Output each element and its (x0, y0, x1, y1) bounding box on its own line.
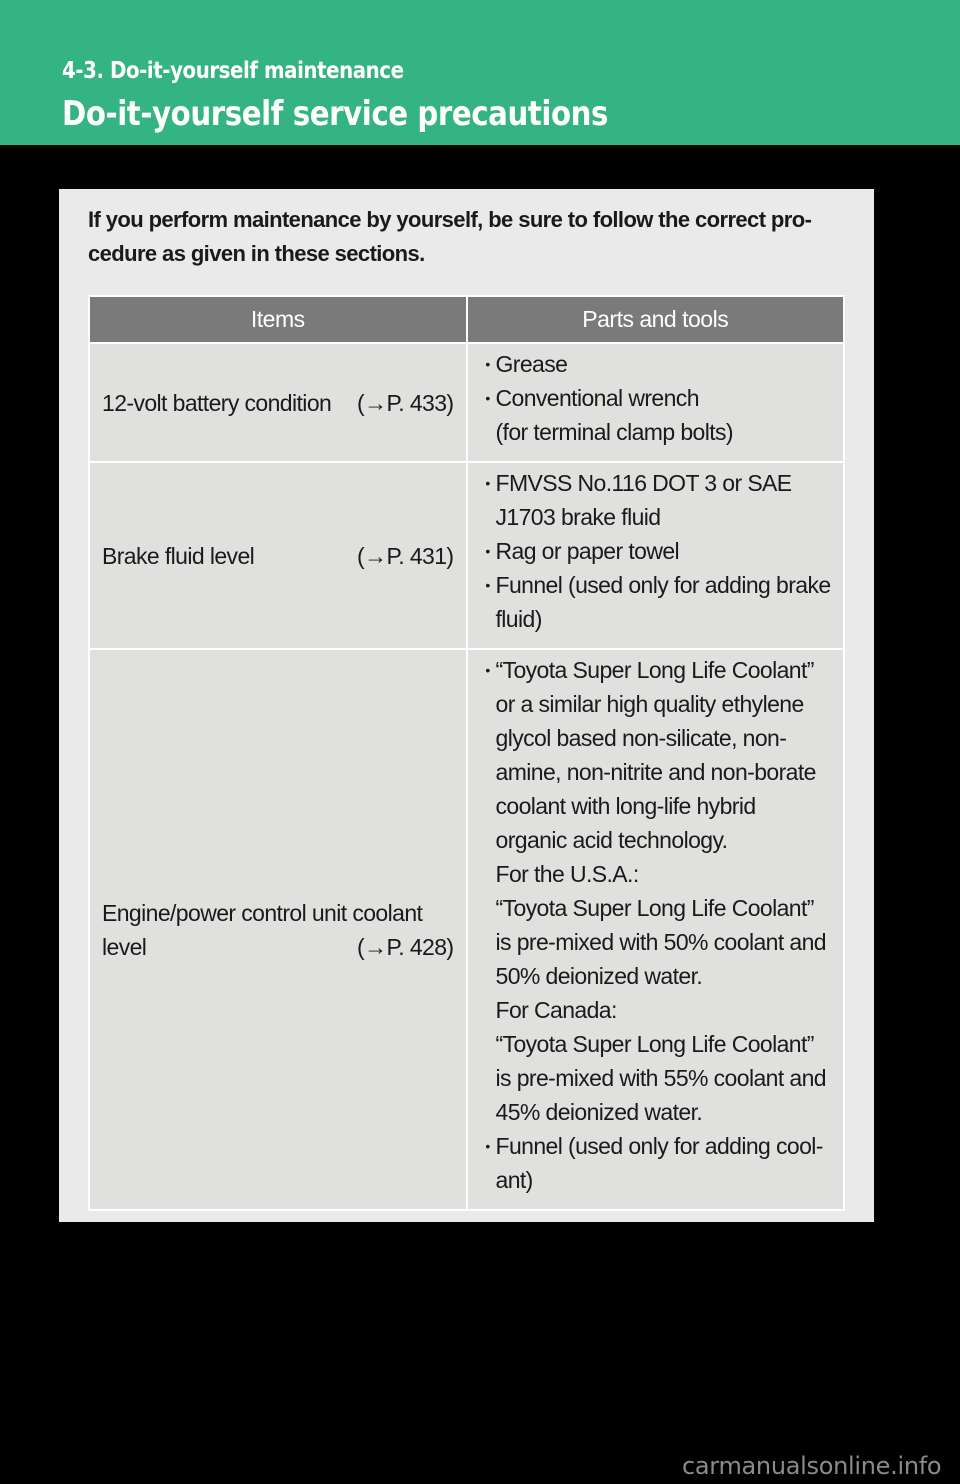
watermark: carmanualsonline.info (682, 1452, 942, 1480)
list-item (480, 347, 838, 381)
list-item (480, 1129, 838, 1197)
list-item-text: 45% deionized water. (495, 1099, 703, 1125)
table-row (89, 649, 844, 1210)
content-panel (59, 189, 874, 1222)
list-item-text: (for terminal clamp bolts) (495, 419, 733, 445)
list-item-text: 50% deionized water. (495, 963, 703, 989)
list-item-text: glycol based non-silicate, non- (495, 725, 787, 751)
parts-cell (467, 343, 845, 462)
section-header (0, 0, 960, 145)
list-item-text: coolant with long-life hybrid (495, 793, 756, 819)
item-name-cont: level (102, 933, 147, 960)
item-cell (89, 649, 467, 1210)
list-item-text: For the U.S.A.: (495, 861, 639, 887)
section-label: 4-3. Do-it-yourself maintenance (62, 58, 404, 84)
parts-cell (467, 649, 845, 1210)
intro-text (88, 203, 858, 271)
list-item-text: FMVSS No.116 DOT 3 or SAE (495, 470, 792, 496)
bullet-icon: • (485, 543, 490, 559)
list-item-text: “Toyota Super Long Life Coolant” (495, 1031, 814, 1057)
page-reference: (→P. 431) (357, 542, 454, 569)
list-item-text: amine, non-nitrite and non-borate (495, 759, 816, 785)
bullet-icon: • (485, 577, 490, 593)
list-item (480, 534, 838, 568)
item-name: Brake fluid level (102, 542, 255, 569)
list-item-text: Rag or paper towel (495, 538, 680, 564)
list-item-text: Funnel (used only for adding cool- (495, 1133, 823, 1159)
column-header-parts: Parts and tools (467, 296, 845, 343)
list-item-text: Grease (495, 351, 568, 377)
bullet-icon: • (485, 475, 490, 491)
table-row (89, 462, 844, 649)
list-item-text: ant) (495, 1167, 533, 1193)
list-item-text: For Canada: (495, 997, 617, 1023)
item-cell (89, 343, 467, 462)
item-name: 12-volt battery condition (102, 389, 332, 416)
bullet-icon: • (485, 390, 490, 406)
list-item-text: fluid) (495, 606, 542, 632)
list-item (480, 568, 838, 636)
list-item-text: is pre-mixed with 55% coolant and (495, 1065, 826, 1091)
list-item-text: “Toyota Super Long Life Coolant” (495, 895, 814, 921)
list-item-text: organic acid technology. (495, 827, 728, 853)
bullet-icon: • (485, 356, 490, 372)
list-item-text: Conventional wrench (495, 385, 699, 411)
table-row (89, 343, 844, 462)
page-title: Do-it-yourself service precautions (62, 94, 609, 134)
table-header-row (89, 296, 844, 343)
list-item-text: is pre-mixed with 50% coolant and (495, 929, 826, 955)
parts-table (88, 295, 845, 1211)
bullet-icon: • (485, 1138, 490, 1154)
intro-line: If you perform maintenance by yourself, be sure to follow the correct pro- (88, 207, 812, 232)
list-item-text: or a similar high quality ethylene (495, 691, 804, 717)
item-cell (89, 462, 467, 649)
bullet-icon: • (485, 662, 490, 678)
item-name: Engine/power control unit coolant (102, 899, 423, 926)
page-reference: (→P. 433) (357, 389, 454, 416)
page-reference: (→P. 428) (357, 933, 454, 960)
list-item-text: “Toyota Super Long Life Coolant” (495, 657, 814, 683)
intro-line: cedure as given in these sections. (88, 241, 425, 266)
list-item-text: Funnel (used only for adding brake (495, 572, 831, 598)
list-item (480, 381, 838, 449)
list-item (480, 653, 838, 1129)
parts-cell (467, 462, 845, 649)
list-item-text: J1703 brake fluid (495, 504, 661, 530)
list-item (480, 466, 838, 534)
column-header-items: Items (89, 296, 467, 343)
